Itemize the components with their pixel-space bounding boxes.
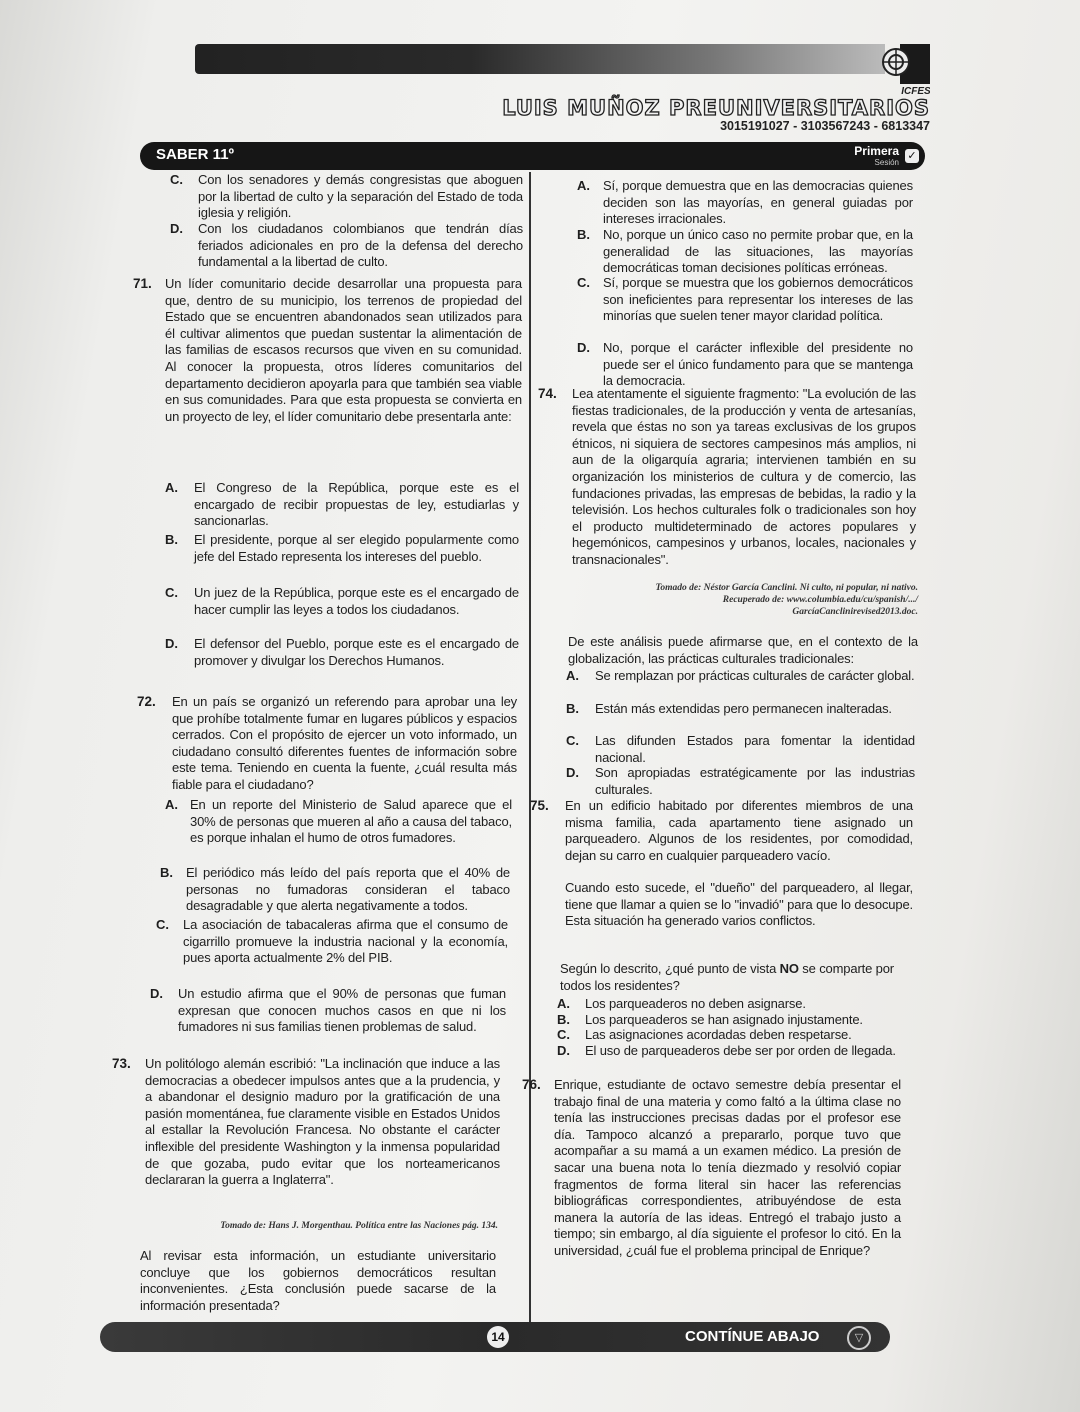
- option-text: En un reporte del Ministerio de Salud aparece que el 30% de personas que mueren al año a causa del tabaco, es porque inhalan el humo de otros fumadores.: [190, 797, 512, 846]
- option-letter: D.: [557, 1043, 570, 1058]
- question-prompt: Al revisar esta información, un estudiante universitario concluye que los gobiernos democráticos resultan inconvenientes. ¿Esta conclusión puede sacarse de la información presentada?: [140, 1248, 496, 1313]
- question-number: 73.: [112, 1056, 131, 1071]
- question-text: En un país se organizó un referendo para aprobar una ley que prohíbe totalmente fumar en lugares públicos y espacios cerrados. Con el propósito de ejercer un voto informado, un ciudadano consultó diferentes fuentes de información sobre este tema. Teniendo en cuenta la fuente, ¿cuál resulta más fiable para el ciudadano?: [172, 694, 517, 792]
- option-letter: A.: [557, 996, 570, 1011]
- option-text: El periódico más leído del país reporta que el 40% de personas no fumadoras consideran el tabaco desagradable y que alerta negativamente a todos.: [186, 865, 510, 914]
- option-text: La asociación de tabacaleras afirma que el consumo de cigarrillo promueve la industria nacional y la economía, pues aporta actualmente 2% del PIB.: [183, 917, 508, 966]
- phone-numbers: 3015191027 - 3103567243 - 6813347: [720, 119, 930, 133]
- option-text: El presidente, porque al ser elegido popularmente como jefe del Estado representa los intereses del pueblo.: [194, 532, 519, 564]
- checkbox-icon: ✓: [905, 149, 919, 163]
- exam-title: SABER 11º: [156, 146, 235, 163]
- option-letter: A.: [566, 668, 579, 683]
- source-line: Recuperado de: www.columbia.edu/cu/spanish/.../: [722, 595, 918, 605]
- question-text: Un líder comunitario decide desarrollar una propuesta para que, dentro de su municipio, los terrenos de propiedad del Estado que se encuentren abandonados sean utilizados para él cultivar alimentos que puedan sustentar la alimentación de las familias de escasos recursos que viven en su comunidad. Al conocer la propuesta, otros líderes comunitarios del departamento decidieron apoyarla para que también sea viable en sus comunidades. Para que esta propuesta se convierta en un proyecto de ley, el líder comunitario debe presentarla ante:: [165, 276, 522, 424]
- option-text: Las difunden Estados para fomentar la identidad nacional.: [595, 733, 915, 765]
- question-prompt: De este análisis puede afirmarse que, en el contexto de la globalización, las prácticas culturales tradicionales:: [568, 634, 918, 666]
- prompt-text: Según lo descrito, ¿qué punto de vista: [560, 961, 780, 976]
- option-letter: C.: [577, 275, 590, 290]
- prompt-emphasis: NO: [779, 961, 799, 976]
- option-text: Están más extendidas pero permanecen inalteradas.: [595, 701, 892, 716]
- option-letter: B.: [557, 1012, 570, 1027]
- session-label: [854, 145, 899, 169]
- icfes-logo: [878, 44, 930, 96]
- option-text: No, porque un único caso no permite probar que, en la generalidad de las situaciones, las mayorías democráticas toman decisiones políticas erróneas.: [603, 227, 913, 276]
- option-text: Sí, porque demuestra que en las democracias quienes deciden son las mayorías, en general guiadas por intereses irracionales.: [603, 178, 913, 227]
- question-text: Enrique, estudiante de octavo semestre debía presentar el trabajo final de una materia y como faltó a la última clase no tenía las instrucciones precisas dadas por el profesor ese día. Tampoco alcanzó a prepararlo, porque tuvo que acompañar a su mamá a un examen médico. La presión de sacar una buena nota lo tenía diezmado y resolvió copiar fragmentos de forma literal sin hacer las referencias bibliográficas correspondientes, atribuyéndose de esta manera la autoría de las ideas. Entregó el trabajo justo a tiempo; sin embargo, al día siguiente el profesor lo citó. En la universidad, ¿cuál fue el problema principal de Enrique?: [554, 1077, 901, 1258]
- option-text: Los parqueaderos no deben asignarse.: [585, 996, 806, 1011]
- option-letter: D.: [170, 221, 183, 236]
- question-number: 71.: [133, 276, 152, 291]
- option-letter: D.: [165, 636, 178, 651]
- question-number: 76.: [522, 1077, 541, 1092]
- option-letter: C.: [156, 917, 169, 932]
- question-text: Un politólogo alemán escribió: "La inclinación que induce a las democracias a obedecer impulsos antes que a la prudencia, y a abandonar el designio maduro por la gratificación de una pasión momentánea, fue claramente visible en Estados Unidos al estallar la Revolución Francesa. No obstante el carácter inflexible del presidente Washington y la inmensa popularidad de que gozaba, pudo evitar que los norteamericanos declararan la guerra a Inglaterra".: [145, 1056, 500, 1188]
- svg-text:ICFES: ICFES: [901, 86, 930, 96]
- question-prompt: [560, 961, 910, 994]
- option-letter: A.: [577, 178, 590, 193]
- option-letter: C.: [170, 172, 183, 187]
- continue-label: CONTÍNUE ABAJO: [685, 1328, 820, 1345]
- option-letter: A.: [165, 797, 178, 812]
- option-text: El defensor del Pueblo, porque este es el encargado de promover y divulgar los Derechos Humanos.: [194, 636, 519, 668]
- chevron-down-icon: ▽: [847, 1326, 871, 1350]
- question-text: En un edificio habitado por diferentes miembros de una misma familia, cada apartamento tiene asignado un parqueadero. Algunos de los residentes, por comodidad, dejan su carro en cualquier parqueadero vacío.: [565, 798, 913, 863]
- session-label-main: Primera: [854, 144, 899, 158]
- option-letter: C.: [165, 585, 178, 600]
- footer-bar: [100, 1322, 890, 1352]
- question-number: 75.: [530, 798, 549, 813]
- option-text: El Congreso de la República, porque este es el encargado de recibir propuestas de ley, estudiarlas y sancionarlas.: [194, 480, 519, 529]
- option-text: No, porque el carácter inflexible del presidente no puede ser el único fundamento para que se mantenga la democracia.: [603, 340, 913, 389]
- option-letter: B.: [577, 227, 590, 242]
- option-letter: D.: [566, 765, 579, 780]
- page-number: 14: [487, 1326, 509, 1348]
- option-text: El uso de parqueaderos debe ser por orden de llegada.: [585, 1043, 896, 1058]
- option-letter: B.: [566, 701, 579, 716]
- session-label-sub: Sesión: [874, 158, 899, 167]
- option-text: Los parqueaderos se han asignado injustamente.: [585, 1012, 863, 1027]
- option-text: Un juez de la República, porque este es el encargado de hacer cumplir las leyes a todos los ciudadanos.: [194, 585, 519, 617]
- option-letter: C.: [566, 733, 579, 748]
- source-line: GarcíaCanclinirevised2013.doc.: [792, 607, 918, 617]
- option-text: Un estudio afirma que el 90% de personas que fuman expresan que conocen muchos casos en que ni los fumadores ni sus familias tienen problemas de salud.: [178, 986, 506, 1035]
- option-text: Con los ciudadanos colombianos que tendrán días feriados adicionales en pro de la defensa del derecho fundamental a la libertad de culto.: [198, 221, 523, 270]
- source-line: Tomado de: Néstor García Canclini. Ni culto, ni popular, ni nativo.: [655, 583, 918, 593]
- exam-title-bar: [140, 142, 925, 170]
- question-number: 72.: [137, 694, 156, 709]
- question-number: 74.: [538, 386, 557, 401]
- column-divider: [529, 172, 531, 1332]
- option-text: Sí, porque se muestra que los gobiernos democráticos son ineficientes para representar los intereses de las minorías que suelen tener mayor claridad política.: [603, 275, 913, 324]
- option-letter: D.: [577, 340, 590, 355]
- prompt-text: se comparte por todos los residentes?: [560, 961, 894, 993]
- option-letter: C.: [557, 1027, 570, 1042]
- source-citation: Tomado de: Hans J. Morgenthau. Política entre las Naciones pág. 134.: [220, 1221, 498, 1231]
- option-letter: A.: [165, 480, 178, 495]
- option-letter: D.: [150, 986, 163, 1001]
- option-letter: B.: [160, 865, 173, 880]
- option-text: Se remplazan por prácticas culturales de carácter global.: [595, 668, 915, 683]
- source-citation: [580, 582, 918, 618]
- header-decorative-bar: [195, 44, 885, 74]
- option-letter: B.: [165, 532, 178, 547]
- option-text: Son apropiadas estratégicamente por las industrias culturales.: [595, 765, 915, 797]
- option-text: Con los senadores y demás congresistas que aboguen por la libertad de culto y la separación del Estado de toda iglesia y religión.: [198, 172, 523, 221]
- option-text: Las asignaciones acordadas deben respetarse.: [585, 1027, 852, 1042]
- question-text: Lea atentamente el siguiente fragmento: "La evolución de las fiestas tradicionales, de la producción y venta de artesanías, revela que éstas no son ya tareas exclusivas de los grupos étnicos, ni siquiera de sectores campesinos más amplios, ni aun de la oligarquía agraria; intervienen también en su organización los ministerios de cultura y de comercio, las fundaciones privadas, las empresas de bebidas, la radio y la televisión. Los hechos culturales folk o tradicionales son hoy el producto multideterminado de actores populares y hegemónicos, campesinos y urbanos, locales, nacionales y transnacionales".: [572, 386, 916, 567]
- brand-name: LUIS MUÑOZ PREUNIVERSITARIOS: [502, 96, 930, 120]
- question-text-continued: Cuando esto sucede, el "dueño" del parqueadero, al llegar, tiene que llamar a quien se lo "invadió" para que lo desocupe. Esta situación ha generado varios conflictos.: [565, 880, 913, 929]
